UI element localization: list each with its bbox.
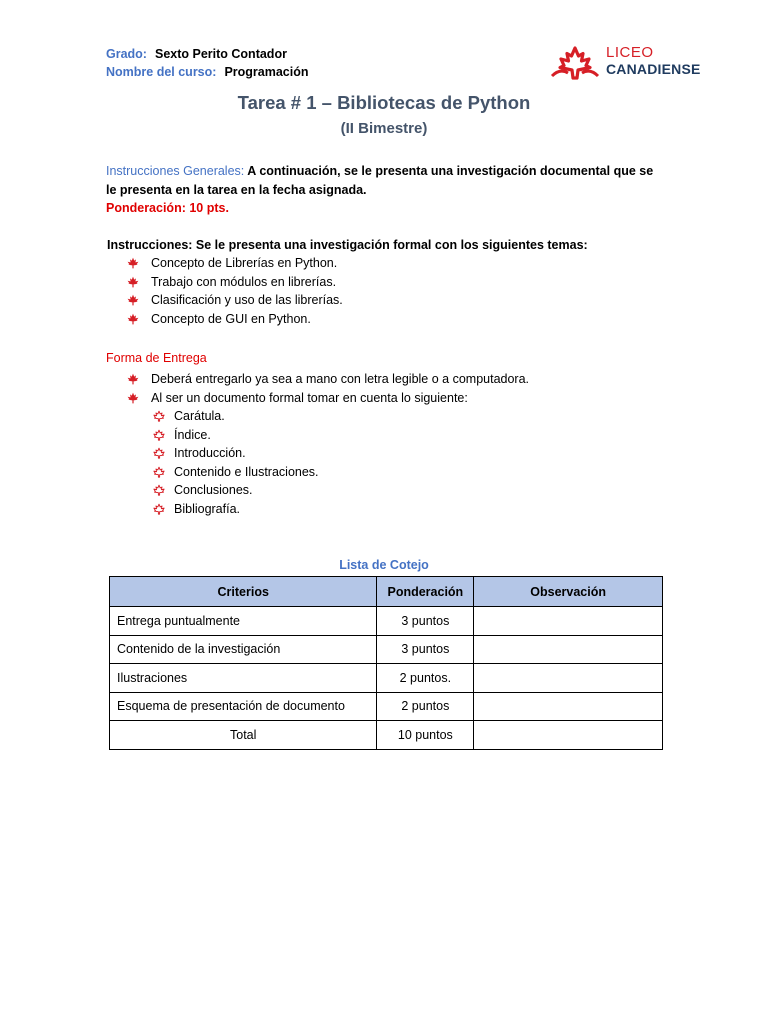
maple-leaf-outline-icon bbox=[150, 429, 168, 441]
liceo-canadiense-logo bbox=[550, 44, 710, 80]
cotejo-title: Lista de Cotejo bbox=[339, 558, 429, 572]
list-item: Contenido e Ilustraciones. bbox=[150, 463, 319, 482]
table-cell-criterio: Entrega puntualmente bbox=[110, 607, 377, 636]
ponderacion-text: Ponderación: 10 pts. bbox=[106, 201, 229, 215]
curso-value: Programación bbox=[224, 65, 309, 79]
list-item: Introducción. bbox=[150, 444, 319, 463]
table-cell-ponderacion: 2 puntos. bbox=[377, 664, 474, 693]
list-item: Al ser un documento formal tomar en cuenta lo siguiente: bbox=[127, 389, 529, 408]
table-cell-criterio: Contenido de la investigación bbox=[110, 635, 377, 664]
table-cell-criterio: Esquema de presentación de documento bbox=[110, 692, 377, 721]
list-item: Clasificación y uso de las librerías. bbox=[127, 291, 343, 310]
instructions-heading: Instrucciones: Se le presenta una investigación formal con los siguientes temas: bbox=[107, 238, 588, 252]
general-instructions-text: A continuación, se le presenta una investigación documental que se le presenta en la tarea en la fecha asignada. bbox=[106, 164, 654, 197]
table-header-observacion: Observación bbox=[474, 577, 663, 607]
curso-line bbox=[106, 63, 309, 81]
logo-text-liceo: LICEO bbox=[606, 44, 654, 61]
list-item: Concepto de Librerías en Python. bbox=[127, 254, 343, 273]
maple-leaf-outline-icon bbox=[150, 466, 168, 478]
grado-value: Sexto Perito Contador bbox=[154, 47, 287, 61]
maple-leaf-outline-icon bbox=[150, 447, 168, 459]
table-cell-observacion bbox=[474, 635, 663, 664]
table-row bbox=[110, 692, 663, 721]
table-cell-observacion bbox=[474, 664, 663, 693]
table-cell-criterio: Ilustraciones bbox=[110, 664, 377, 693]
general-instructions bbox=[106, 162, 666, 199]
table-header-row bbox=[110, 577, 663, 607]
table-cell-ponderacion: 2 puntos bbox=[377, 692, 474, 721]
table-row-total bbox=[110, 721, 663, 750]
table-header-ponderacion: Ponderación bbox=[377, 577, 474, 607]
maple-leaf-icon bbox=[127, 313, 139, 325]
grado-line bbox=[106, 45, 309, 63]
table-header-criterios: Criterios bbox=[110, 577, 377, 607]
curso-label: Nombre del curso: bbox=[106, 65, 217, 79]
document-title: Tarea # 1 – Bibliotecas de Python bbox=[237, 92, 531, 113]
topics-list bbox=[127, 254, 343, 328]
list-item: Trabajo con módulos en librerías. bbox=[127, 273, 343, 292]
table-row bbox=[110, 635, 663, 664]
list-item: Concepto de GUI en Python. bbox=[127, 310, 343, 329]
list-item: Carátula. bbox=[150, 407, 319, 426]
cotejo-table bbox=[109, 576, 663, 750]
maple-leaf-icon bbox=[127, 373, 139, 385]
document-subtitle: (II Bimestre) bbox=[340, 120, 428, 137]
general-instructions-label: Instrucciones Generales: bbox=[106, 164, 245, 178]
table-row bbox=[110, 607, 663, 636]
entrega-list bbox=[127, 370, 529, 407]
list-item: Bibliografía. bbox=[150, 500, 319, 519]
grado-label: Grado: bbox=[106, 47, 147, 61]
table-cell-total-value: 10 puntos bbox=[377, 721, 474, 750]
maple-leaf-icon bbox=[127, 392, 139, 404]
document-header bbox=[106, 45, 309, 81]
table-cell-ponderacion: 3 puntos bbox=[377, 607, 474, 636]
entrega-sublist bbox=[150, 407, 319, 519]
list-item: Índice. bbox=[150, 426, 319, 445]
maple-leaf-logo-icon bbox=[550, 46, 600, 80]
maple-leaf-outline-icon bbox=[150, 503, 168, 515]
maple-leaf-icon bbox=[127, 276, 139, 288]
list-item: Deberá entregarlo ya sea a mano con letra legible o a computadora. bbox=[127, 370, 529, 389]
table-cell-ponderacion: 3 puntos bbox=[377, 635, 474, 664]
logo-text-canadiense: CANADIENSE bbox=[606, 61, 701, 77]
table-cell-observacion bbox=[474, 607, 663, 636]
list-item: Conclusiones. bbox=[150, 481, 319, 500]
entrega-heading: Forma de Entrega bbox=[106, 351, 207, 365]
table-cell-observacion bbox=[474, 692, 663, 721]
maple-leaf-outline-icon bbox=[150, 484, 168, 496]
maple-leaf-icon bbox=[127, 257, 139, 269]
maple-leaf-outline-icon bbox=[150, 410, 168, 422]
table-cell-observacion bbox=[474, 721, 663, 750]
table-row bbox=[110, 664, 663, 693]
maple-leaf-icon bbox=[127, 294, 139, 306]
table-cell-total-label: Total bbox=[110, 721, 377, 750]
